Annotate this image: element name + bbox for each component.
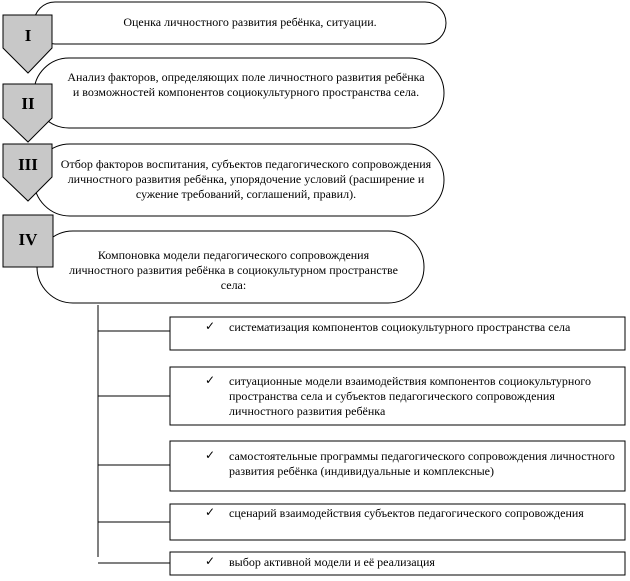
check-icon: ✓ [205,505,216,519]
bullet-4-text: сценарий взаимодействия субъектов педагогического сопровождения [229,506,584,520]
step-3-numeral: III [18,155,38,174]
check-icon: ✓ [205,554,216,568]
step-4-numeral: IV [18,230,38,249]
bullet-3-text: самостоятельные программы педагогического сопровождения личностного развития ребёнка (индивидуальные и комплексные) [229,449,615,478]
bullet-2-text: ситуационные модели взаимодействия компонентов социокультурного пространства села и субъектов педагогического сопровождения личностного развития ребёнка [229,374,591,418]
bullet-1-text: систематизация компонентов социокультурного пространства села [229,320,571,334]
check-icon: ✓ [205,373,216,387]
step-1-numeral: I [24,26,32,45]
step-2-numeral: II [21,94,35,113]
bullet-5-text: выбор активной модели и её реализация [229,555,435,569]
step-1-text: Оценка личностного развития ребёнка, ситуации. [123,15,377,29]
step-4-text: Компоновка модели педагогического сопровождения личностного развития ребёнка в социокультурном пространстве села: [69,248,398,292]
step-2-text: Анализ факторов, определяющих поле личностного развития ребёнка и возможностей компонентов социокультурного пространства села. [67,70,425,99]
check-icon: ✓ [205,448,216,462]
step-3-text: Отбор факторов воспитания, субъектов педагогического сопровождения личностного развития ребёнка, упорядочение условий (расширение и сужение требований, соглашений, правил). [60,157,432,201]
check-icon: ✓ [205,319,216,333]
